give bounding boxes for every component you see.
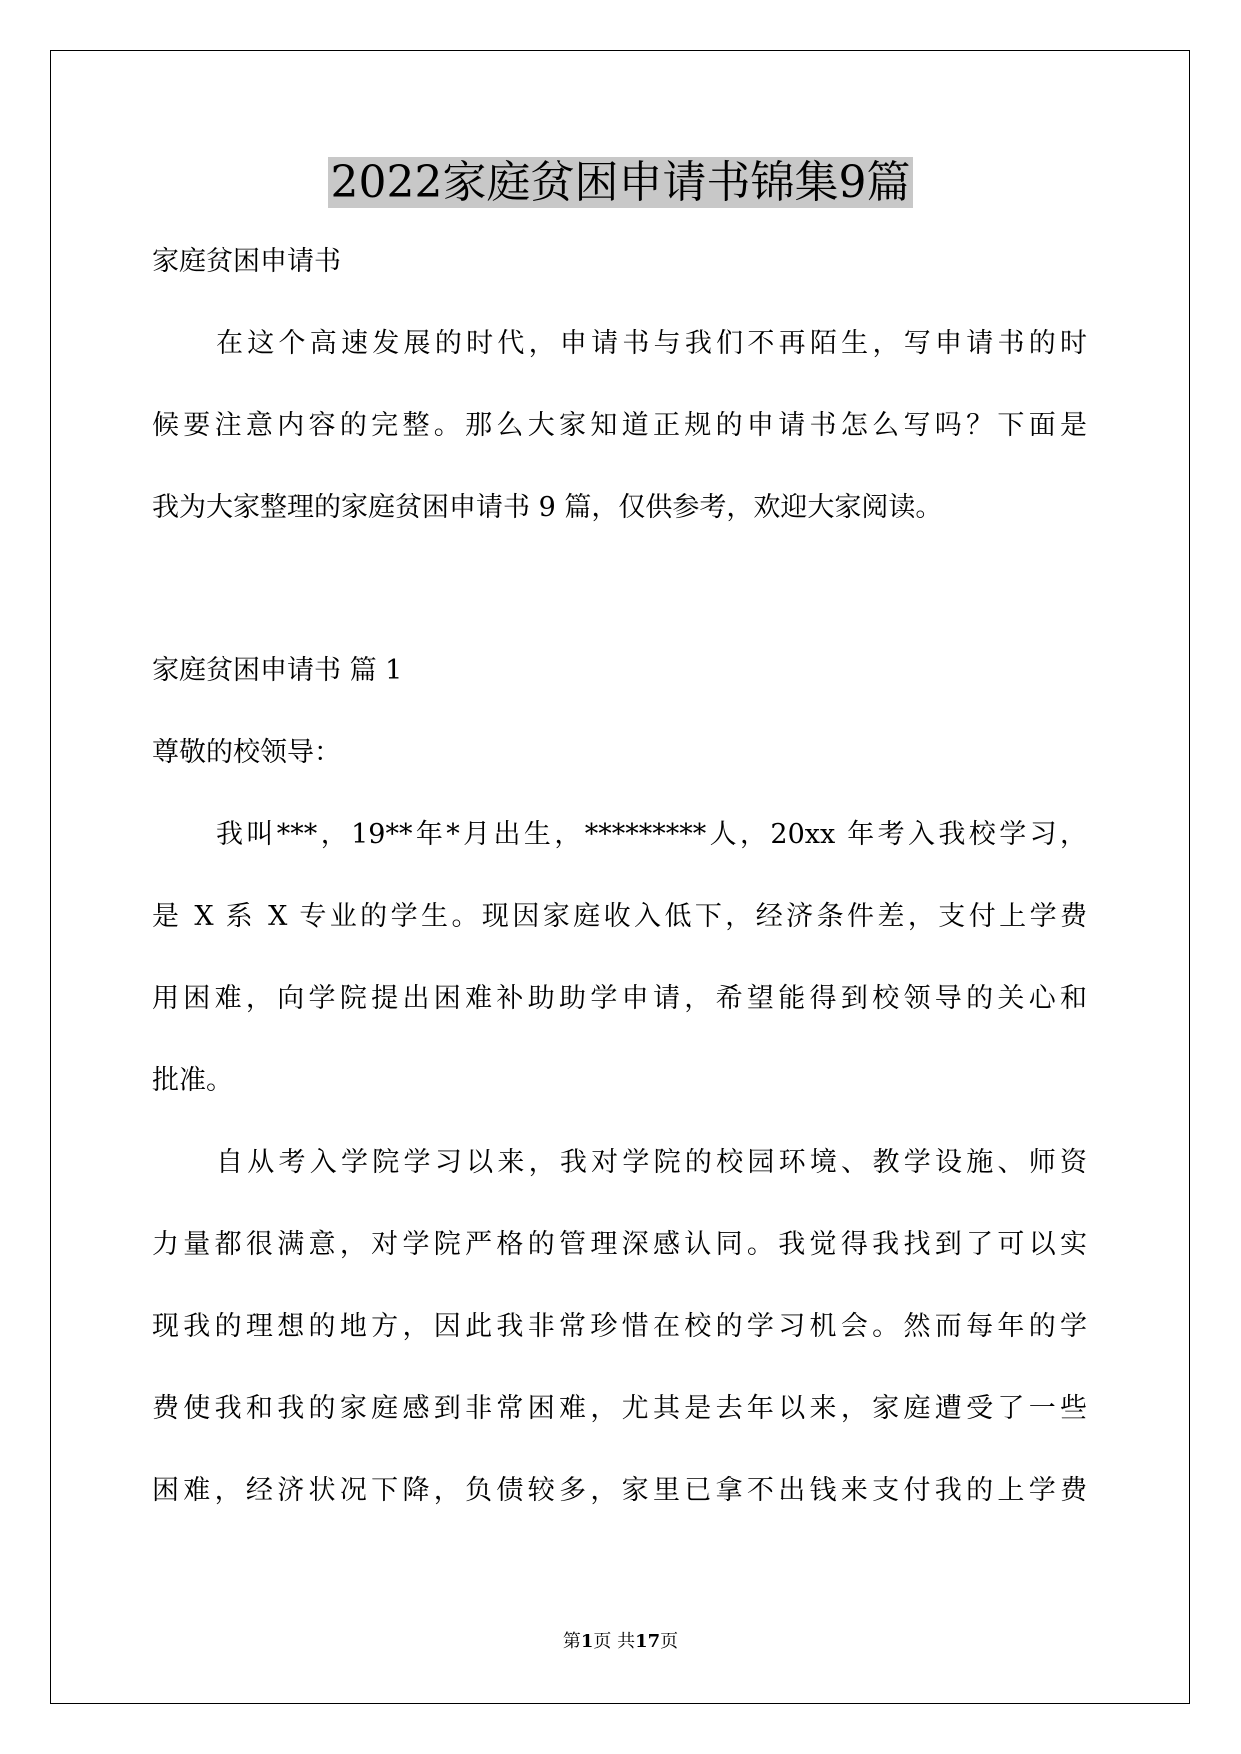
para2-line-4: 费使我和我的家庭感到非常困难，尤其是去年以来，家庭遭受了一些	[152, 1393, 1087, 1424]
footer-prefix: 第	[562, 1631, 581, 1652]
footer-total-pages: 17	[635, 1631, 661, 1652]
salutation: 尊敬的校领导：	[152, 737, 341, 768]
para2-line-5: 困难，经济状况下降，负债较多，家里已拿不出钱来支付我的上学费	[152, 1475, 1087, 1506]
footer-page-number: 1	[580, 1631, 594, 1652]
footer-mid: 页 共	[593, 1631, 636, 1652]
footer-suffix: 页	[660, 1631, 679, 1652]
para1-line-3: 用困难，向学院提出困难补助助学申请，希望能得到校领导的关心和	[152, 983, 1087, 1014]
intro-line-3: 我为大家整理的家庭贫困申请书 9 篇，仅供参考，欢迎大家阅读。	[152, 492, 943, 523]
para2-line-3: 现我的理想的地方，因此我非常珍惜在校的学习机会。然而每年的学	[152, 1311, 1087, 1342]
intro-line-2: 候要注意内容的完整。那么大家知道正规的申请书怎么写吗？下面是	[152, 410, 1087, 441]
title-text: 2022家庭贫困申请书锦集9篇	[328, 157, 914, 208]
para1-line-2: 是 X 系 X 专业的学生。现因家庭收入低下，经济条件差，支付上学费	[152, 901, 1087, 932]
para1-line-1: 我叫***，19**年*月出生，*********人，20xx 年考入我校学习，	[216, 819, 1087, 850]
intro-line-1: 在这个高速发展的时代，申请书与我们不再陌生，写申请书的时	[216, 328, 1087, 359]
document-title	[0, 155, 1241, 211]
page-border	[50, 50, 1190, 1704]
para2-line-2: 力量都很满意，对学院严格的管理深感认同。我觉得我找到了可以实	[152, 1229, 1087, 1260]
para1-line-4: 批准。	[152, 1065, 233, 1096]
section-title: 家庭贫困申请书 篇 1	[152, 655, 403, 686]
para2-line-1: 自从考入学院学习以来，我对学院的校园环境、教学设施、师资	[216, 1147, 1087, 1178]
page-footer	[0, 1627, 1241, 1653]
section-heading: 家庭贫困申请书	[152, 246, 341, 277]
